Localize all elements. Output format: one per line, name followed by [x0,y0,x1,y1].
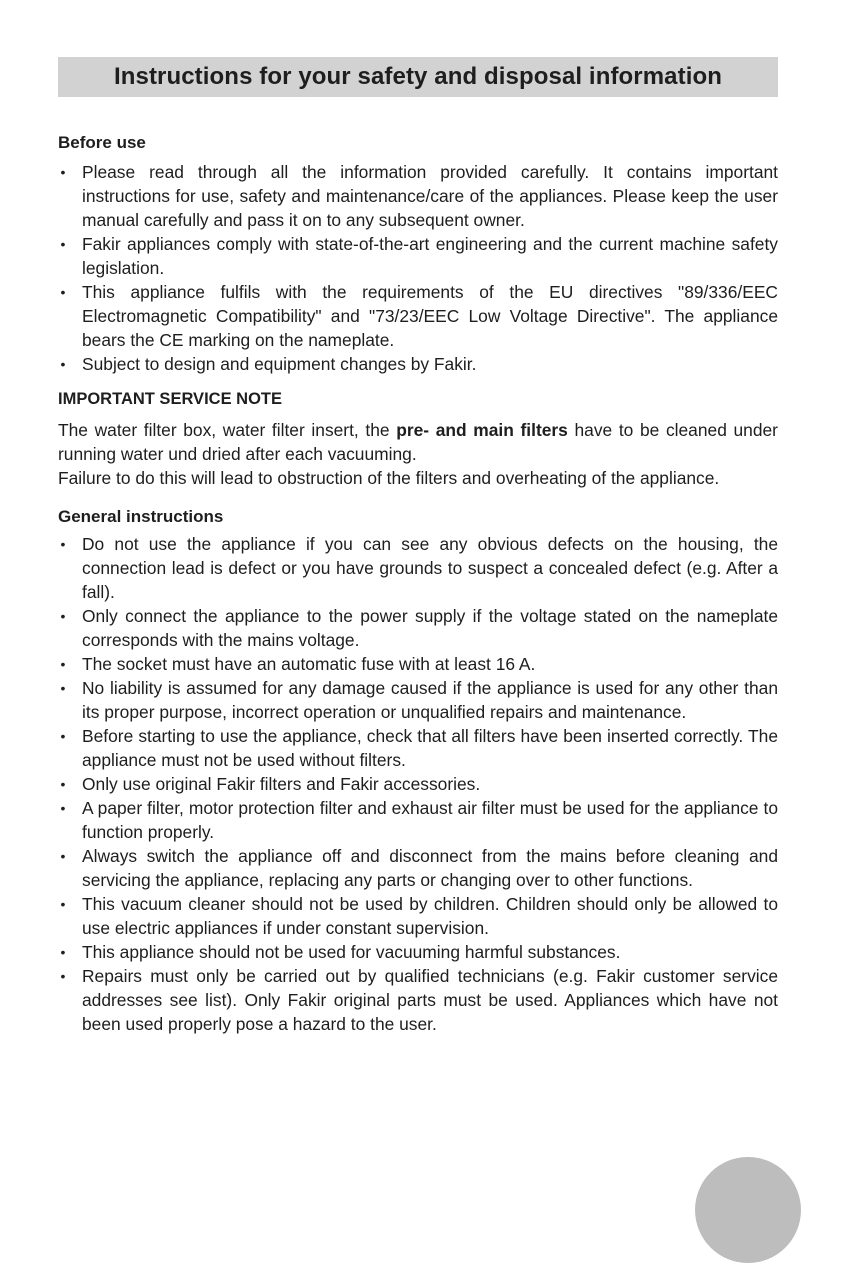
list-item [58,232,778,280]
list-item [58,724,778,772]
bullet-list [58,532,778,1036]
section-heading: Before use [58,133,146,152]
list-item-text: Please read through all the information provided carefully. It contains important instructions for use, safety and maintenance/care of the appliances. Please keep the user manual carefully and pass it on to any subsequent owner. [82,162,778,230]
list-item-text: This appliance fulfils with the requirements of the EU directives "89/336/EEC Electromagnetic Compatibility" and "73/23/EEC Low Voltage Directive". The appliance bears the CE marking on the nameplate. [82,282,778,350]
bullet-icon: • [60,776,66,792]
document-body [58,130,778,1036]
list-item [58,892,778,940]
bullet-icon: • [60,944,66,960]
section-general-instructions [58,504,778,1036]
list-item [58,940,778,964]
list-item [58,532,778,604]
list-item [58,652,778,676]
bullet-icon: • [60,608,66,624]
list-item-text: Only connect the appliance to the power supply if the voltage stated on the nameplate corresponds with the mains voltage. [82,606,778,650]
list-item-text: Do not use the appliance if you can see any obvious defects on the housing, the connection lead is defect or you have grounds to suspect a concealed defect (e.g. After a fall). [82,534,778,602]
list-item [58,844,778,892]
list-item-text: No liability is assumed for any damage caused if the appliance is used for any other than its proper purpose, incorrect operation or unqualified repairs and maintenance. [82,678,778,722]
bullet-list [58,160,778,376]
bullet-icon: • [60,848,66,864]
list-item [58,604,778,652]
section-service-note [58,386,778,490]
list-item-text: The socket must have an automatic fuse with at least 16 A. [82,654,536,674]
page-tab-circle [695,1157,801,1263]
bullet-icon: • [60,656,66,672]
list-item [58,772,778,796]
service-note-text-post: have to be cleaned under running water und dried after each vacuuming. [58,420,778,464]
list-item [58,352,778,376]
list-item [58,796,778,844]
list-item-text: Subject to design and equipment changes by Fakir. [82,354,477,374]
list-item [58,280,778,352]
section-before-use [58,130,778,376]
section-heading: General instructions [58,507,224,526]
service-note-text-pre: The water filter box, water filter insert, the [58,420,397,440]
list-item-text: Always switch the appliance off and disconnect from the mains before cleaning and servicing the appliance, replacing any parts or changing over to other functions. [82,846,778,890]
bullet-icon: • [60,680,66,696]
list-item-text: A paper filter, motor protection filter and exhaust air filter must be used for the appliance to function properly. [82,798,778,842]
bullet-icon: • [60,164,66,180]
list-item [58,676,778,724]
service-note-paragraph [58,418,778,466]
section-heading: IMPORTANT SERVICE NOTE [58,390,282,408]
list-item-text: Only use original Fakir filters and Fakir accessories. [82,774,481,794]
list-item-text: Before starting to use the appliance, check that all filters have been inserted correctly. The appliance must not be used without filters. [82,726,778,770]
list-item-text: Repairs must only be carried out by qualified technicians (e.g. Fakir customer service addresses see list). Only Fakir original parts must be used. Appliances which have not been used properly pose a hazard to the user. [82,966,778,1034]
list-item-text: This vacuum cleaner should not be used by children. Children should only be allowed to use electric appliances if under constant supervision. [82,894,778,938]
bullet-icon: • [60,284,66,300]
bullet-icon: • [60,968,66,984]
list-item [58,160,778,232]
page-title: Instructions for your safety and disposal information [113,63,723,90]
bullet-icon: • [60,356,66,372]
bullet-icon: • [60,896,66,912]
title-banner [58,57,778,97]
bullet-icon: • [60,800,66,816]
list-item-text: This appliance should not be used for vacuuming harmful substances. [82,942,621,962]
list-item-text: Fakir appliances comply with state-of-the-art engineering and the current machine safety legislation. [82,234,778,278]
list-item [58,964,778,1036]
service-note-emphasis: pre- and main filters [396,420,568,440]
bullet-icon: • [60,728,66,744]
bullet-icon: • [60,536,66,552]
bullet-icon: • [60,236,66,252]
service-note-warning: Failure to do this will lead to obstruction of the filters and overheating of the appliance. [58,468,720,488]
